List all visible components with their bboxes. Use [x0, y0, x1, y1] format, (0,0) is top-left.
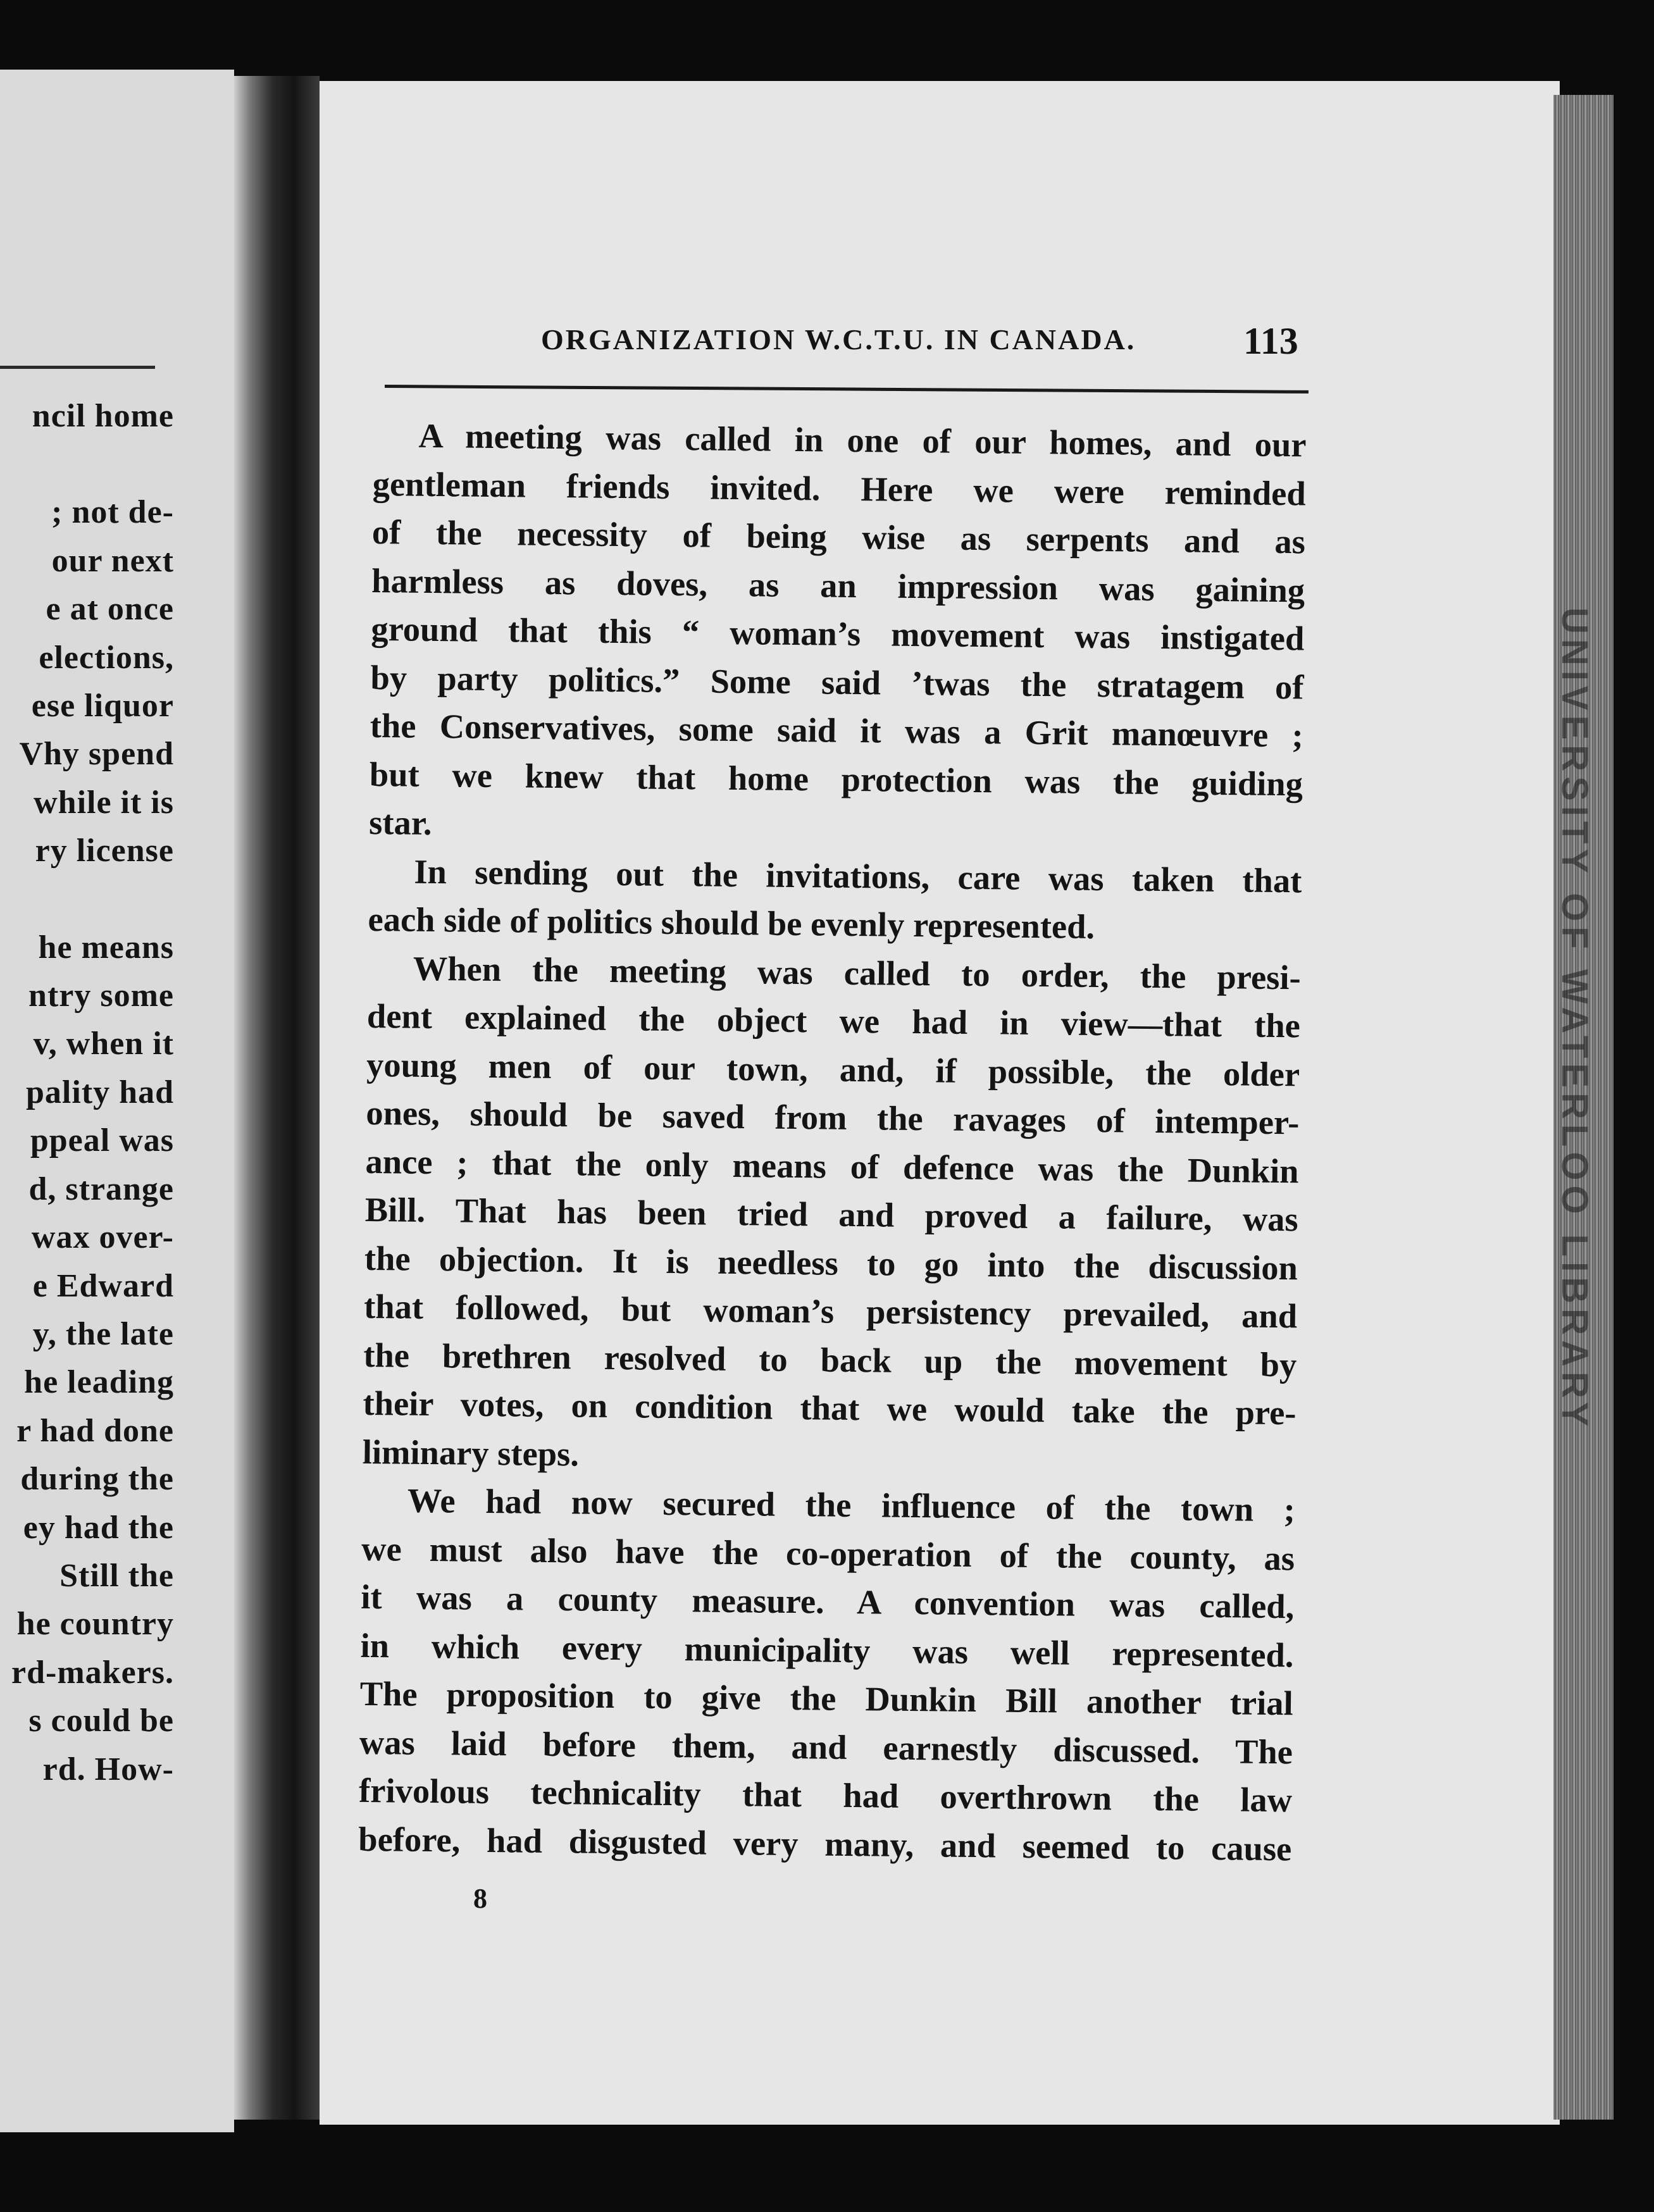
- text-line: When the meeting was called to order, the presi-: [413, 948, 1302, 997]
- left-line: Still the: [59, 1557, 174, 1594]
- running-head: ORGANIZATION W.C.T.U. IN CANADA.: [541, 323, 1136, 356]
- text-line: ones, should be saved from the ravages of intemper-: [366, 1093, 1300, 1142]
- left-page-text: [0, 392, 174, 1794]
- left-line: while it is: [34, 784, 174, 821]
- text-line: their votes, on condition that we would take the pre-: [363, 1383, 1296, 1432]
- left-line: he country: [16, 1606, 174, 1643]
- text-line: ance ; that the only means of defence was the Dunkin: [365, 1141, 1299, 1190]
- signature-mark: 8: [473, 1883, 487, 1914]
- text-line: Bill. That has been tried and proved a failure, was: [364, 1190, 1299, 1239]
- left-line: ppeal was: [30, 1122, 174, 1159]
- page-number: 113: [1243, 320, 1298, 362]
- left-line: v, when it: [33, 1026, 174, 1062]
- left-line: during the: [20, 1461, 174, 1498]
- text-line: In sending out the invitations, care was taken that: [414, 852, 1302, 900]
- left-line: pality had: [26, 1074, 174, 1110]
- text-line: that followed, but woman’s persistency prevailed, and: [363, 1286, 1298, 1336]
- left-line: he leading: [24, 1364, 174, 1401]
- book-gutter: [234, 76, 320, 2120]
- left-line: ry license: [35, 833, 174, 869]
- left-line: e Edward: [32, 1267, 174, 1304]
- text-line: young men of our town, and, if possible, the older: [366, 1045, 1300, 1093]
- left-line: rd. How-: [42, 1751, 174, 1787]
- text-line: before, had disgusted very many, and seemed to cause: [358, 1819, 1292, 1868]
- text-line: A meeting was called in one of our homes, and our: [418, 416, 1307, 464]
- left-line: ; not de-: [51, 494, 174, 531]
- text-line: the Conservatives, some said it was a Grit manœuvre ;: [370, 705, 1304, 755]
- text-line: it was a county measure. A convention was called,: [361, 1577, 1295, 1626]
- text-line: gentleman friends invited. Here we were reminded: [372, 464, 1307, 513]
- text-line: was laid before them, and earnestly discussed. The: [359, 1722, 1293, 1771]
- left-line: elections,: [39, 639, 174, 676]
- text-line: star.: [368, 802, 432, 843]
- body-text: [358, 411, 1307, 1873]
- left-line: [0, 440, 174, 488]
- left-line: r had done: [16, 1412, 174, 1449]
- left-line: rd-makers.: [11, 1654, 174, 1691]
- text-line: we must also have the co-operation of the county, as: [361, 1529, 1295, 1577]
- text-line: liminary steps.: [362, 1432, 580, 1473]
- text-line: in which every municipality was well represented.: [360, 1625, 1294, 1674]
- left-line: ntry some: [28, 978, 174, 1014]
- text-line: each side of politics should be evenly represented.: [368, 899, 1095, 946]
- left-line: [0, 876, 174, 924]
- text-line: the objection. It is needless to go into the discussion: [364, 1238, 1298, 1287]
- left-line: e at once: [46, 591, 174, 628]
- text-line: the brethren resolved to back up the movement by: [363, 1335, 1297, 1384]
- left-line: s could be: [28, 1703, 174, 1739]
- left-line: ncil home: [32, 398, 174, 434]
- text-line: harmless as doves, as an impression was gaining: [371, 561, 1305, 609]
- left-line: ese liquor: [31, 688, 174, 724]
- text-line: frivolous technicality that had overthrown the law: [358, 1770, 1293, 1820]
- text-line: We had now secured the influence of the town ;: [407, 1481, 1296, 1529]
- left-line: y, the late: [32, 1315, 174, 1352]
- left-page-rule: [0, 366, 155, 369]
- text-line: of the necessity of being wise as serpents and as: [371, 512, 1306, 561]
- left-line: he means: [38, 929, 174, 966]
- text-line: by party politics.” Some said ’twas the stratagem of: [370, 657, 1304, 706]
- text-line: but we knew that home protection was the guiding: [369, 754, 1303, 803]
- left-line: Vhy spend: [19, 736, 174, 773]
- text-line: dent explained the object we had in view—that the: [366, 996, 1301, 1045]
- text-line: The proposition to give the Dunkin Bill another trial: [359, 1674, 1294, 1723]
- left-line: ey had the: [23, 1509, 174, 1546]
- text-line: ground that this “ woman’s movement was instigated: [371, 609, 1305, 658]
- left-line: wax over-: [31, 1219, 174, 1256]
- left-line: our next: [51, 542, 174, 579]
- left-line: d, strange: [28, 1171, 174, 1207]
- library-edge-stamp: UNIVERSITY OF WATERLOO LIBRARY: [1554, 607, 1595, 1432]
